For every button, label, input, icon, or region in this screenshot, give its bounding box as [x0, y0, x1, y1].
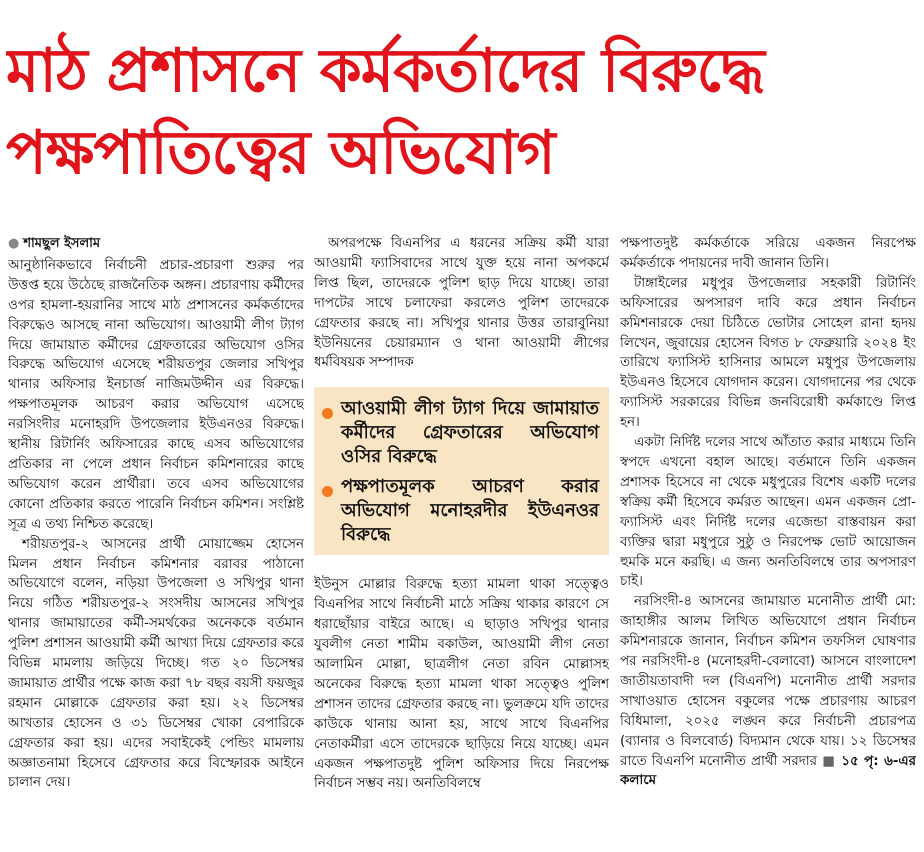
byline-author: শামছুল ইসলাম [23, 236, 101, 251]
pull-quote-text: আওয়ামী লীগ ট্যাগ দিয়ে জামায়াত কর্মীদের গ্রেফতারের অভিযোগ ওসির বিরুদ্ধে [341, 398, 599, 468]
pull-quote-item [322, 475, 599, 547]
continued-on-text: ১৫ পৃ: ৬-এর কলামে [620, 753, 916, 789]
article-column-2 [314, 234, 609, 846]
bullet-icon [322, 408, 333, 419]
paragraph [620, 592, 916, 791]
paragraph: একটা নির্দিষ্ট দলের সাথে আঁতাত করার মাধ্যমে তিনি স্বপদে এখনো বহাল আছে। বর্তমানে তিনি একজন প্রশাসক হিসেবে না থেকে মধুপুরের বিশেষ একটি দলের স্বক্রিয় কর্মী হিসেবে কর্মরত আছেন। এমন একজন প্রো-ফ্যাসিস্ট এবং নির্দিষ্ট দলের এজেন্ডা বাস্তবায়ন করা ব্যক্তির দ্বারা মধুপুরে সুষ্ঠু ও নিরপেক্ষ ভোট আয়োজন হুমকি মনে করছি। এ জন্য অনতিবিলম্বে তার অপসারণ চাই। [620, 435, 916, 590]
article-column-3 [620, 234, 916, 846]
paragraph: ইউনুস মোল্লার বিরুদ্ধে হত্যা মামলা থাকা সত্ত্বেও বিএনপির সাথে নির্বাচনী মাঠে সক্রিয় থাকার কারণে সে ধরাছোঁয়ার বাইরে আছে। এ ছাড়াও সখিপুর থানার যুবলীগ নেতা শামীম বকাউল, আওয়ামী লীগ নেতা আলামিন মোল্লা, ছাত্রলীগ নেতা রবিন মোল্লাসহ অনেকের বিরুদ্ধে হত্যা মামলা থাকা সত্ত্বেও পুলিশ প্রশাসন তাদের গ্রেফতার করছে না। ভুলক্রমে যদি তাদের কাউকে থানায় আনা হয়, সাথে সাথে বিএনপির নেতাকর্মীরা এসে তাদেরকে ছাড়িয়ে নিয়ে যাচ্ছে। এমন একজন পক্ষপাতদুষ্ট পুলিশ অফিসার দিয়ে নিরপেক্ষ নির্বাচন সম্ভব নয়। অনতিবিলম্বে [314, 577, 609, 792]
paragraph: আনুষ্ঠানিকভাবে নির্বাচনী প্রচার-প্রচারণা শুরুর পর উত্তপ্ত হয়ে উঠেছে রাজনৈতিক অঙ্গন। প্রচারণায় কর্মীদের ওপর হামলা-হয়রানির সাথে মাঠ প্রশাসনের কর্মকর্তাদের বিরুদ্ধেও আসছে নানা অভিযোগ। আওয়ামী লীগ ট্যাগ দিয়ে জামায়াত কর্মীদের গ্রেফতারের অভিযোগ ওসির বিরুদ্ধে অভিযোগ এসেছে শরীয়তপুর জেলার সখিপুর থানার অফিসার ইনচার্জ নাজিমউদ্দীন এর বিরুদ্ধে। পক্ষপাতমূলক আচরণ করার অভিযোগ এসেছে নরসিংদীর মনোহরদি উপজেলার ইউএনওর বিরুদ্ধে। স্থানীয় রিটার্নিং অফিসারের কাছে এসব অভিযোগের প্রতিকার না পেলে প্রধান নির্বাচন কমিশনারের কাছে অভিযোগ করেন প্রার্থীরা। তবে এসব অভিযোগের কোনো প্রতিকার করতে পারেনি নির্বাচন কমিশন। সংশ্লিষ্ট সূত্র এ তথ্য নিশ্চিত করেছে। [8, 257, 304, 532]
paragraph: শরীয়তপুর-২ আসনের প্রার্থী মোয়াজ্জেম হোসেন মিলন প্রধান নির্বাচন কমিশনার বরাবর পাঠানো অভিযোগে বলেন, নড়িয়া উপজেলা ও সখিপুর থানা নিয়ে গঠিত শরীয়তপুর-২ সংসদীয় আসনের সখিপুর থানার জামায়াতের কর্মী-সমর্থকের অনেককে বর্তমান পুলিশ প্রশাসন আওয়ামী কর্মী আখ্যা দিয়ে গ্রেফতার করে বিভিন্ন মামলায় জড়িয়ে দিচ্ছে। গত ২০ ডিসেম্বর জামায়াত প্রার্থীর পক্ষে কাজ করা ৭৮ বছর বয়সী ফয়জুর রহমান মোল্লাকে গ্রেফতার করা হয়। ২২ ডিসেম্বর আখতার হোসেন ও ৩১ ডিসেম্বর খোকা বেপারিকে গ্রেফতার করা হয়। এদের সবাইকেই পেন্ডিং মামলায় অজ্ঞাতনামা হিসেবে গ্রেফতার করে বিস্ফোরক আইনে চালান দেয়। [8, 536, 304, 791]
square-bullet-icon: ■ [822, 753, 836, 769]
headline [6, 30, 918, 194]
byline-bullet-icon: ● [8, 236, 20, 251]
article-column-1 [8, 234, 304, 846]
byline [8, 234, 304, 254]
pull-quote-item [322, 397, 599, 469]
paragraph-text: নরসিংদী-৪ আসনের জামায়াত মনোনীত প্রার্থী মো: জাহাঙ্গীর আলম লিখিত অভিযোগে প্রধান নির্বাচন কমিশনারকে জানান, নির্বাচন কমিশন তফসিল ঘোষণার পর নরসিংদী-৪ (মনোহরদী-বেলাবো) আসনে বাংলাদেশ জাতীয়তাবাদী দল (বিএনপি) মনোনীত প্রার্থী সরদার সাখাওয়াত হোসেন বকুলের পক্ষে প্রচারণায় আচরণ বিধিমালা, ২০২৫ লঙ্ঘন করে নির্বাচনী প্রচারপত্র (ব্যানার ও বিলবোর্ড) বিদ্যমান থেকে যায়। ১২ ডিসেম্বর রাতে বিএনপি মনোনীত প্রার্থী সরদার [620, 594, 916, 769]
headline-line-1: মাঠ প্রশাসনে কর্মকর্তাদের বিরুদ্ধে [6, 36, 764, 106]
pull-quote-text: পক্ষপাতমূলক আচরণ করার অভিযোগ মনোহরদীর ইউএনওর বিরুদ্ধে [341, 476, 599, 546]
paragraph: পক্ষপাতদুষ্ট কর্মকর্তাকে সরিয়ে একজন নিরপেক্ষ কর্মকর্তাকে পদায়নের দাবী জানান তিনি। [620, 236, 916, 271]
paragraph: অপরপক্ষে বিএনপির এ ধরনের সক্রিয় কর্মী যারা আওয়ামী ফ্যাসিবাদের সাথে যুক্ত হয়ে নানা অপকর্মে লিপ্ত ছিল, তাদেরকে পুলিশ ছাড় দিয়ে যাচ্ছে। তারা দাপটের সাথে চলাফেরা করলেও পুলিশ তাদেরকে গ্রেফতার করছে না। সখিপুর থানার উত্তর তারাবুনিয়া ইউনিয়নের চেয়ারম্যান ও থানা আওয়ামী লীগের ধর্মবিষয়ক সম্পাদক [314, 236, 609, 371]
paragraph: টাঙ্গাইলের মধুপুর উপজেলার সহকারী রিটার্নিং অফিসারের অপসারণ দাবি করে প্রধান নির্বাচন কমিশনারকে দেয়া চিঠিতে ভোটার সোহেল রানা হৃদয় লিখেন, জুবায়ের হোসেন বিগত ৮ ফেব্রুয়ারি ২০২৪ ইং তারিখে ফ্যাসিস্ট হাসিনার আমলে মধুপুর উপজেলায় ইউএনও হিসেবে যোগদান করেন। যোগদানের পর থেকে ফ্যাসিস্ট সরকারের বিভিন্ন জনবিরোধী কর্মকাণ্ডে লিপ্ত হন। [620, 275, 916, 431]
pull-quote-box [314, 387, 609, 555]
headline-line-2: পক্ষপাতিত্বের অভিযোগ [6, 118, 555, 188]
bullet-icon [322, 486, 333, 497]
